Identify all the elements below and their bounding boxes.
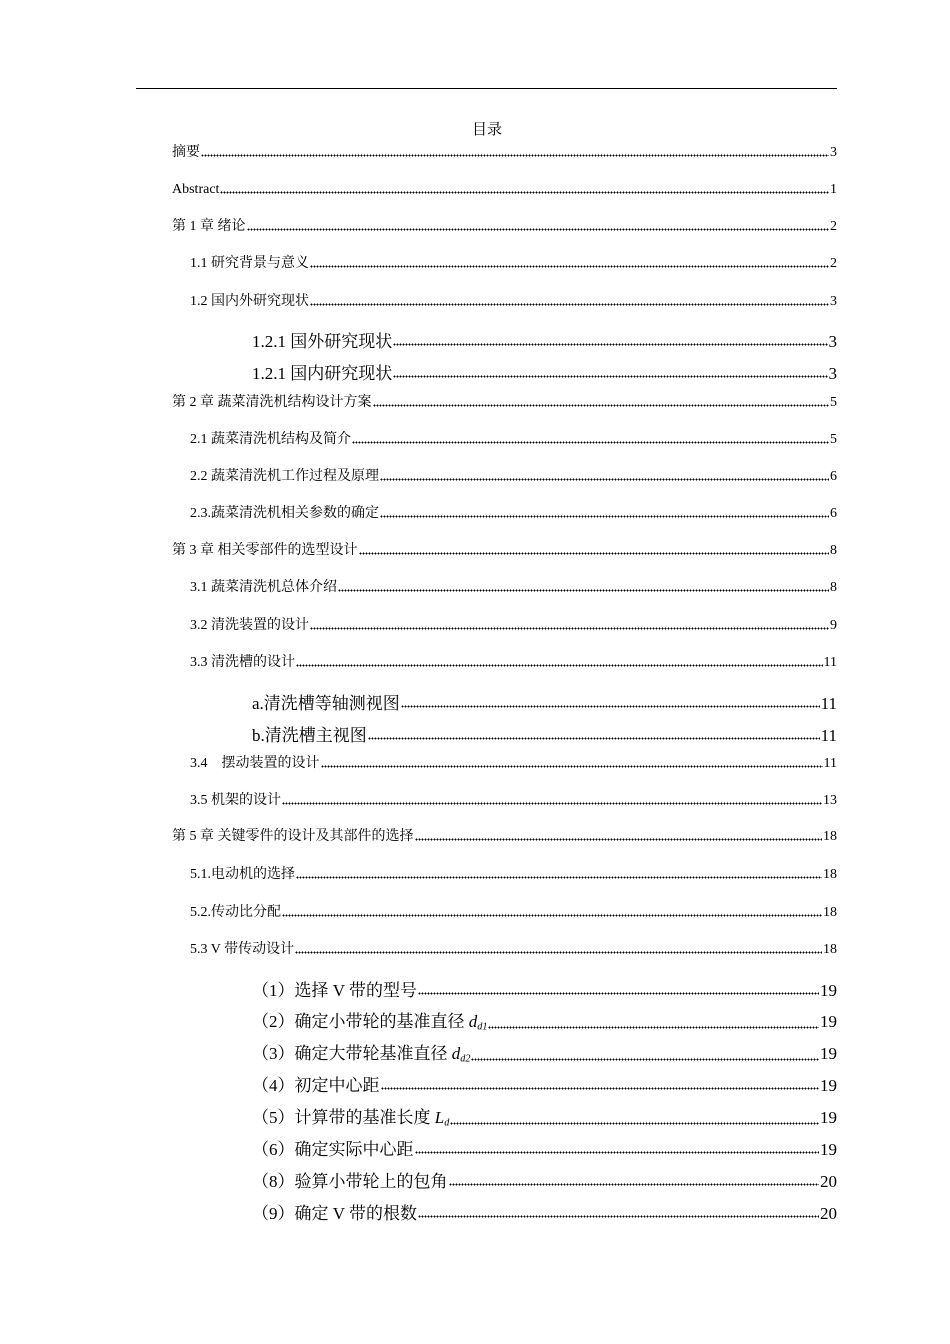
toc-entry-3-3-b[interactable]: b.清洗槽主视图 11: [252, 726, 837, 745]
toc-entry-5-2[interactable]: 5.2.传动比分配 18: [190, 905, 837, 920]
toc-entry-5-3-9[interactable]: （9）确定 V 带的根数 20: [252, 1204, 837, 1223]
toc-entry-3-3[interactable]: 3.3 清洗槽的设计 11: [190, 655, 837, 670]
toc-entry-3-3-a[interactable]: a.清洗槽等轴测视图 11: [252, 694, 837, 713]
toc-entry-5-3-6[interactable]: （6）确定实际中心距 19: [252, 1140, 837, 1159]
toc-entry-3-5[interactable]: 3.5 机架的设计 13: [190, 793, 837, 808]
toc-entry-1-2[interactable]: 1.2 国内外研究现状 3: [190, 294, 837, 309]
toc-entry-chapter-2[interactable]: 第 2 章 蔬菜清洗机结构设计方案 5: [172, 395, 837, 410]
toc-entry-3-2[interactable]: 3.2 清洗装置的设计 9: [190, 618, 837, 633]
toc-entry-5-3-1[interactable]: （1）选择 V 带的型号 19: [252, 981, 837, 1000]
toc-entry-chapter-5[interactable]: 第 5 章 关键零件的设计及其部件的选择 18: [172, 829, 837, 844]
toc-entry-3-4[interactable]: 3.4 摆动装置的设计 11: [190, 756, 837, 771]
toc-entry-3-1[interactable]: 3.1 蔬菜清洗机总体介绍 8: [190, 580, 837, 595]
toc-entry-2-1[interactable]: 2.1 蔬菜清洗机结构及简介 5: [190, 432, 837, 447]
toc-entry-5-3-3[interactable]: （3）确定大带轮基准直径 $d_{d2}$ 19: [252, 1044, 837, 1065]
toc-entry-5-3-5[interactable]: （5）计算带的基准长度 $L_d$ 19: [252, 1108, 837, 1129]
toc-entry-1-1[interactable]: 1.1 研究背景与意义 2: [190, 256, 837, 271]
toc-entry-5-3[interactable]: 5.3 V 带传动设计 18: [190, 942, 837, 957]
toc-entry-2-3[interactable]: 2.3.蔬菜清洗机相关参数的确定 6: [190, 506, 837, 521]
toc-entry-2-2[interactable]: 2.2 蔬菜清洗机工作过程及原理 6: [190, 469, 837, 484]
toc-entry-1-2-1-foreign[interactable]: 1.2.1 国外研究现状 3: [252, 332, 837, 351]
toc-entry-abstract-cn[interactable]: 摘要 3: [172, 145, 837, 160]
toc-entry-5-1[interactable]: 5.1.电动机的选择 18: [190, 867, 837, 882]
toc-title: 目录: [471, 122, 502, 138]
toc-entry-5-3-4[interactable]: （4）初定中心距 19: [252, 1076, 837, 1095]
toc-entry-5-3-2[interactable]: （2）确定小带轮的基准直径 $d_{d1}$ 19: [252, 1012, 837, 1033]
toc-entry-chapter-3[interactable]: 第 3 章 相关零部件的选型设计 8: [172, 543, 837, 558]
toc-entry-abstract-en[interactable]: Abstract 1: [172, 182, 837, 197]
toc-entry-5-3-8[interactable]: （8）验算小带轮上的包角 20: [252, 1172, 837, 1191]
toc-entry-chapter-1[interactable]: 第 1 章 绪论 2: [172, 219, 837, 234]
toc-entry-1-2-1-domestic[interactable]: 1.2.1 国内研究现状 3: [252, 364, 837, 383]
